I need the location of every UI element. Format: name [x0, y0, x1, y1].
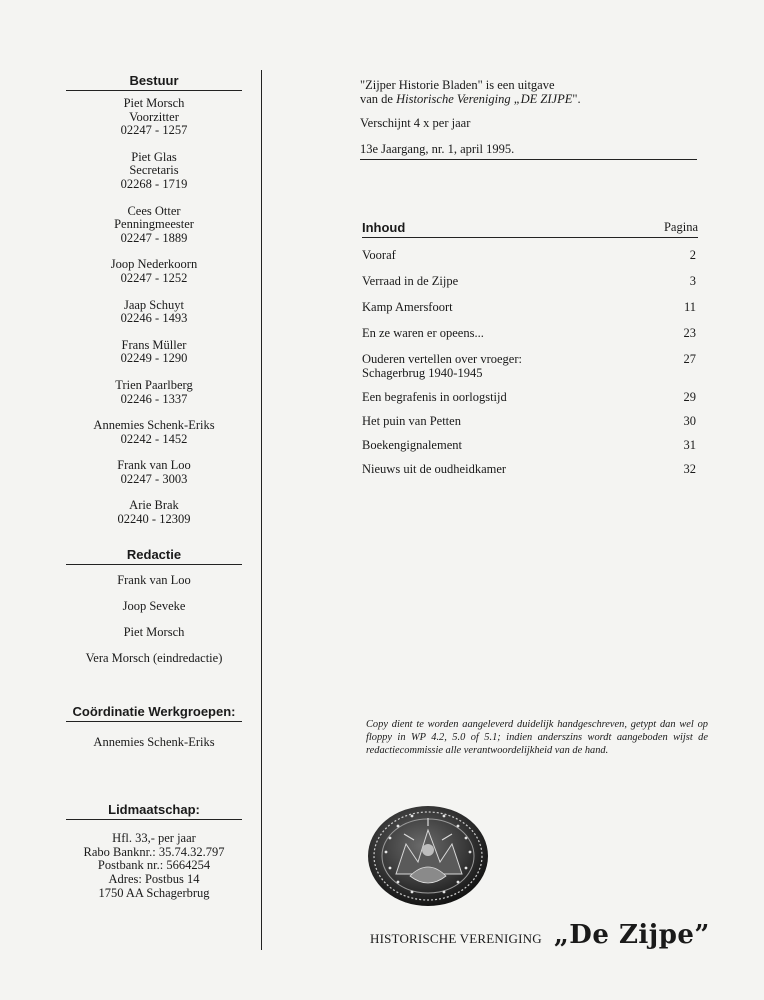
toc-row — [362, 248, 698, 262]
publication-society-name: Historische Vereniging „DE ZIJPE — [396, 92, 573, 106]
bestuur-member-name: Annemies Schenk-Eriks — [93, 418, 215, 433]
coordinatie-heading: Coördinatie Werkgroepen: — [66, 705, 242, 722]
redactie-member: Joop Seveke — [122, 598, 186, 613]
lidmaatschap-line: Hfl. 33,- per jaar — [112, 831, 196, 846]
bestuur-member — [66, 258, 242, 285]
toc-entry-page: 11 — [683, 300, 696, 314]
toc-entry-title: Ouderen vertellen over vroeger: Schagerbrug 1940-1945 — [362, 352, 522, 380]
bestuur-member-name: Cees Otter — [127, 203, 181, 218]
toc-row — [362, 438, 698, 452]
toc-entry-title: Verraad in de Zijpe — [362, 274, 459, 288]
toc-row — [362, 300, 698, 314]
toc-entry-page: 29 — [683, 390, 696, 404]
toc-row — [362, 352, 698, 380]
bestuur-member-phone: 02247 - 1889 — [120, 230, 188, 245]
footer-organization: HISTORISCHE VERENIGING — [370, 931, 542, 946]
toc-row — [362, 414, 698, 428]
toc-entry-page: 32 — [683, 462, 696, 476]
bestuur-member-name: Jaap Schuyt — [123, 297, 185, 312]
bestuur-member-phone: 02268 - 1719 — [120, 176, 188, 191]
coordinatie-name: Annemies Schenk-Eriks — [93, 734, 215, 749]
toc-entry-title: Kamp Amersfoort — [362, 300, 453, 314]
publication-line-1: "Zijper Historie Bladen" is een uitgave — [360, 78, 555, 92]
bestuur-member-name: Trien Paarlberg — [115, 377, 193, 392]
bestuur-member-name: Piet Morsch — [123, 96, 185, 110]
lidmaatschap-line: Postbank nr.: 5664254 — [97, 858, 211, 873]
bestuur-member-phone: 02247 - 1252 — [120, 270, 188, 285]
toc-row — [362, 326, 698, 340]
lidmaatschap-details — [66, 832, 242, 900]
bestuur-member — [66, 205, 242, 246]
bestuur-list — [66, 97, 242, 527]
lidmaatschap-heading: Lidmaatschap: — [66, 803, 242, 820]
bestuur-member — [66, 339, 242, 366]
bestuur-member — [66, 459, 242, 486]
column-divider — [261, 70, 262, 950]
bestuur-member-phone: 02242 - 1452 — [120, 431, 188, 446]
toc-entry-title: En ze waren er opeens... — [362, 326, 484, 340]
publication-line-2 — [360, 92, 697, 106]
publication-line-2-prefix: van de — [360, 92, 397, 106]
toc-entry-title: Het puin van Petten — [362, 414, 461, 428]
bestuur-member-name: Frank van Loo — [117, 458, 191, 473]
toc-entry-title: Een begrafenis in oorlogstijd — [362, 390, 507, 404]
toc-list — [362, 248, 698, 476]
bestuur-member — [66, 151, 242, 192]
bestuur-member — [66, 97, 242, 138]
toc-entry-page: 23 — [683, 326, 696, 340]
society-seal-image — [366, 804, 490, 913]
toc-entry-title: Vooraf — [362, 248, 396, 262]
bestuur-member-name: Joop Nederkoorn — [110, 257, 198, 272]
publication-frequency: Verschijnt 4 x per jaar — [360, 116, 471, 130]
toc-row — [362, 462, 698, 476]
toc-row — [362, 274, 698, 288]
toc-entry-page: 2 — [689, 248, 696, 262]
toc-header — [362, 220, 698, 238]
bestuur-member-name: Frans Müller — [121, 337, 187, 352]
toc-page-label: Pagina — [663, 220, 698, 234]
bestuur-member-name: Arie Brak — [129, 498, 179, 513]
redactie-heading: Redactie — [66, 548, 242, 565]
publication-line-2-suffix: ". — [572, 92, 581, 106]
redactie-member: Vera Morsch (eindredactie) — [85, 650, 223, 665]
toc-entry-page: 30 — [683, 414, 696, 428]
copy-instructions: Copy dient te worden aangeleverd duidelijk handgeschreven, getypt dan wel op floppy in WP 4.2, 5.0 of 5.1; indien anderszins wordt aangeboden wijst de redactiecommissie alle verantwoordelijkheid van de hand. — [366, 719, 708, 756]
bestuur-member — [66, 499, 242, 526]
bestuur-member-role: Penningmeester — [114, 217, 194, 232]
toc-entry-page: 31 — [683, 438, 696, 452]
bestuur-member-phone: 02240 - 12309 — [117, 512, 191, 527]
bestuur-member-phone: 02246 - 1337 — [120, 391, 188, 406]
footer-society-name: „De Zijpe” — [553, 920, 710, 950]
bestuur-member-role: Voorzitter — [129, 109, 179, 124]
table-of-contents — [362, 220, 698, 476]
bestuur-member-phone: 02246 - 1493 — [120, 311, 188, 326]
bestuur-member-phone: 02249 - 1290 — [120, 351, 188, 366]
redactie-member: Piet Morsch — [123, 624, 185, 639]
bestuur-heading: Bestuur — [66, 74, 242, 91]
bestuur-member — [66, 299, 242, 326]
redactie-list — [66, 573, 242, 665]
toc-entry-title: Boekengignalement — [362, 438, 462, 452]
bestuur-member — [66, 379, 242, 406]
toc-title: Inhoud — [362, 220, 406, 235]
footer — [370, 920, 710, 950]
redactie-member: Frank van Loo — [117, 572, 191, 587]
lidmaatschap-line: Rabo Banknr.: 35.74.32.797 — [83, 844, 225, 859]
publication-info — [360, 78, 697, 160]
bestuur-member-role: Secretaris — [129, 163, 179, 178]
toc-entry-title: Nieuws uit de oudheidkamer — [362, 462, 507, 476]
toc-row — [362, 390, 698, 404]
bestuur-member-phone: 02247 - 1257 — [120, 123, 188, 138]
toc-entry-page: 3 — [689, 274, 696, 288]
publication-issue: 13e Jaargang, nr. 1, april 1995. — [360, 142, 697, 160]
bestuur-member-name: Piet Glas — [131, 149, 177, 164]
coin-seal-icon — [366, 804, 490, 908]
bestuur-member — [66, 419, 242, 446]
lidmaatschap-line: Adres: Postbus 14 — [108, 872, 200, 887]
lidmaatschap-line: 1750 AA Schagerbrug — [98, 885, 210, 900]
left-column — [66, 74, 242, 900]
bestuur-member-phone: 02247 - 3003 — [120, 471, 188, 486]
toc-entry-page: 27 — [683, 352, 696, 366]
